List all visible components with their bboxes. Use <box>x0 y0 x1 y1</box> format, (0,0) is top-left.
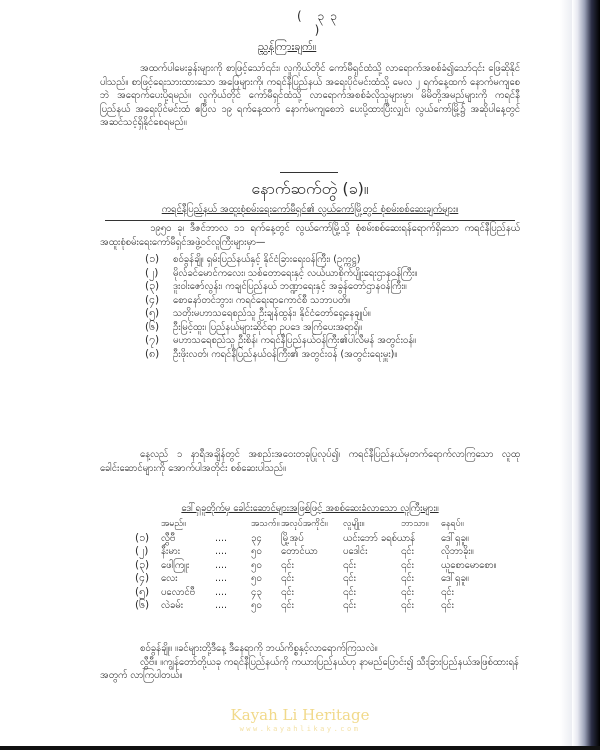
watermark-url: www.kayahlikay.com <box>239 725 361 733</box>
cell-occupation: ၎င်း <box>281 600 294 611</box>
watermark <box>0 706 600 733</box>
cell-occupation: ၎င်း <box>281 559 294 571</box>
cell-residence: ဒေါ်ရှခူ။ <box>441 532 469 544</box>
list-item <box>145 294 515 308</box>
table-row <box>135 532 515 546</box>
list-item <box>145 253 515 267</box>
item-text: သတိုးမဟာသရေစည်သူ ဦးချန်ထွန်း၊ နိုင်ငံတော်ရှေ့နေချုပ်။ <box>173 308 371 319</box>
row-number: (၂) <box>135 545 149 557</box>
cell-leader: .... <box>215 546 228 557</box>
col-header-name: အမည်။ <box>161 519 186 529</box>
book-spine-edge <box>572 0 600 750</box>
cell-religion: ၎င်း <box>401 546 414 557</box>
item-number: (၃) <box>145 280 160 292</box>
item-text: မဟာသရေစည်သူ ဦးစိန်၊ ကရင်နီပြည်နယ်ဝန်ကြီး၏ပါလီမန် အတွင်းဝန်။ <box>173 335 417 346</box>
cell-leader: .... <box>215 559 228 571</box>
cell-occupation: ၎င်း <box>281 586 294 598</box>
item-number: (၂) <box>145 266 159 279</box>
cell-residence: ယူစောမောစော။ <box>441 559 497 571</box>
row-number: (၃) <box>135 558 150 571</box>
cell-race: ယင်းဘော် ခရစ်ယာန် <box>343 532 415 544</box>
page-number: ( ၃၃ ) <box>297 9 343 37</box>
cell-residence: ဒေါ်ရှခူ။ <box>441 573 469 584</box>
cell-age: ၄၃ <box>251 586 262 598</box>
cell-race: ၎င်း <box>343 559 356 571</box>
row-number: (၆) <box>135 599 150 611</box>
list-item <box>145 267 515 281</box>
meeting-subtitle: ကရင်နီပြည်နယ် အထူးစုံစမ်းရေးကော်မီရှင်၏ လွယ်ကော်မြို့တွင် စုံစမ်းစစ်ဆေးချက်များ။ <box>161 204 459 215</box>
cell-name: နီးမား <box>161 546 181 557</box>
item-number: (၅) <box>145 307 160 319</box>
cell-leader: .... <box>215 573 228 584</box>
col-header-religion: ဘာသာ။ <box>401 519 429 529</box>
item-number: (၈) <box>145 347 160 360</box>
speaker: လွှီဗီ။ <box>140 656 158 668</box>
cell-religion: ၎င်း <box>401 600 414 611</box>
cell-religion: ၎င်း <box>401 559 414 571</box>
cell-race: ၎င်း <box>343 600 356 611</box>
utterance: ။ကျွန်တော်တို့ယခု ကရင်နီပြည်နယ်ကို ကယားပြည်နယ်ဟု နာမည်ပြောင်း၍ သီးခြားပြည်နယ်အဖြစ်ထားရန်အတွက် လာကြပါတယ်။ <box>100 656 519 681</box>
meeting-title: နောက်ဆက်တွဲ (ခ)။ <box>251 179 369 198</box>
cell-age: ၅၀ <box>251 559 262 571</box>
cell-leader: .... <box>215 586 228 598</box>
col-header-occupation: အလုပ်အကိုင်။ <box>281 519 328 529</box>
divider-rule <box>280 172 338 173</box>
cell-name: ဖေါကြူး <box>161 559 190 571</box>
item-text: ဒူးဝါးဇော်လွန်း၊ ကချင်ပြည်နယ် ဘဏ္ဍာရေးနှင့် အခွန်တော်ဌာနဝန်ကြီး။ <box>173 281 407 292</box>
table-row <box>135 545 515 559</box>
witness-table <box>135 518 515 613</box>
table-row <box>135 572 515 586</box>
cell-residence: ၎င်း <box>441 600 454 611</box>
item-text: ဦးဖိုးလတ်၊ ကရင်နီပြည်နယ်ဝန်ကြီး၏ အတွင်းဝန် (အတွင်းရေးမှူး)။ <box>173 348 398 360</box>
cell-race: ၎င်း <box>343 586 356 598</box>
cell-age: ၅၀ <box>251 546 262 557</box>
cell-occupation: မြို့အုပ် <box>281 532 304 544</box>
dialogue-line <box>100 656 520 683</box>
col-header-age: အသက်။ <box>251 519 280 529</box>
subtitle-underline <box>105 220 515 221</box>
cell-occupation: ၎င်း <box>281 573 294 584</box>
table-header-row <box>135 518 515 532</box>
col-header-race: လူမျိုး။ <box>343 519 365 529</box>
cell-religion: ၎င်း <box>401 586 414 598</box>
cell-religion <box>401 532 441 546</box>
list-item <box>145 280 515 294</box>
cell-age: ၅၀ <box>251 600 262 611</box>
cell-name: လဲခမ်း <box>161 600 184 611</box>
intro-paragraph: အထက်ပါမေးခွန်းများကို စာဖြင့်သော်၎င်း၊ လူကိုယ်တိုင် ကော်မီရှင်ထံသို့ လာရောက်အစစ်ခံ၍သော်၎င်း ဖြေဆိုနိုင်ပါသည်။ စာဖြင့်ရေးသားထားသော အဖြေများကို၊ ကရင်နီပြည်နယ် အရေးပိုင်မင်းထံသို့ မေလ ၂ ရက်နေ့ထက် နောက်မကျစေဘဲ အရောက်ပေးပို့ရမည်။ လူကိုယ်တိုင် ကော်မီရှင်ထံသို့ လာရောက်အစစ်ခံလိုသူများမှာ၊ မိမိတို့အမည်များကို ကရင်နီပြည်နယ် အရေးပိုင်မင်းထံ ဧပြီလ ၁၉ ရက်နေ့ထက် နောက်မကျစေဘဲ ပေးပို့ထားပြီးလျှင်၊ လွယ်ကော်မြို့၌ အဆိုပါနေ့တွင် အဆင်သင့်ရှိနိုင်စေရမည်။ <box>100 63 520 128</box>
members-list <box>145 253 515 361</box>
item-number: (၇) <box>145 334 160 346</box>
cell-leader: .... <box>215 532 228 544</box>
cell-name: လွှီဗီ <box>161 532 176 544</box>
watermark-title: Kayah Li Heritage <box>230 706 370 724</box>
cell-race: ပဒေါင်း <box>343 546 368 557</box>
table-row <box>135 586 515 600</box>
list-item <box>145 307 515 321</box>
table-row <box>135 559 515 573</box>
item-number: (၄) <box>145 293 160 306</box>
row-number: (၄) <box>135 572 150 584</box>
item-text: စောနော်တင်ဘွား၊ ကရင်ရေးရာကောင်စီ သဘာပတိ။ <box>173 294 351 306</box>
list-item <box>145 348 515 362</box>
dialogue <box>100 642 520 683</box>
row-number: (၅) <box>135 585 150 598</box>
dialogue-line <box>100 642 520 656</box>
page-bottom-edge <box>0 746 600 750</box>
page-gutter-shadow <box>560 0 572 750</box>
cell-race: ၎င်း <box>343 573 356 584</box>
item-text: ဦးမြင့်ထူး၊ ပြည်နယ်များဆိုင်ရာ ဥပဒေ အကြံပေးအရာရှိ။ <box>173 321 362 333</box>
cell-name: လေး <box>161 573 178 584</box>
list-item <box>145 321 515 335</box>
row-number: (၁) <box>135 531 150 544</box>
col-header-residence: နေရပ်။ <box>441 519 464 529</box>
cell-residence: လိုဘာခိုး။ <box>441 546 474 557</box>
meeting-intro: ၁၉၅၀ ခု၊ ဒီဇင်ဘာလ ၁၁ ရက်နေ့တွင် လွယ်ကော်မြို့သို့ စုံစမ်းစစ်ဆေးရန်ရောက်ရှိသော ကရင်နီပြည်နယ် အထူးစုံစမ်းရေးကော်မီရှင်အဖွဲ့ဝင်လူကြီးများမှာ— <box>100 223 520 248</box>
speaker: စဝ်ခွန်ချို။ <box>140 643 173 654</box>
cell-name: ပလောင်ဗီ <box>161 586 196 598</box>
section-heading: ညွှန်ကြားချက်။ <box>258 40 317 53</box>
table-heading: ဒေါ်ရှခူတိုက်မှ ခေါင်းဆောင်များအဖြစ်ဖြင့် အစစ်ဆေးခံလာသော လူကြီးများ။ <box>181 503 439 514</box>
item-text: မိုလ်ခင်မောင်ကလေး၊ သစ်တောရေးနှင့် လယ်ယာစိုက်ပျိုးရေးဌာနဝန်ကြီး။ <box>173 267 418 279</box>
item-text: စဝ်ခွန်ချို၊ ရှမ်းပြည်နယ်နှင့် နိုင်ငံခြားရေးဝန်ကြီး၊ (ဥက္ကဋ္ဌ) <box>173 254 361 265</box>
item-number: (၁) <box>145 253 160 265</box>
list-item <box>145 334 515 348</box>
cell-age: ၃၄ <box>251 532 262 544</box>
cell-religion: ၎င်း <box>401 573 414 584</box>
utterance: ။ခင်များတို့ဒီနေ့ ဒီနေရာကို ဘယ်ကိစ္စနှင့်လာရောက်ကြသလဲ။ <box>175 643 378 654</box>
cell-age: ၅၀ <box>251 573 262 584</box>
item-number: (၆) <box>145 320 160 333</box>
session-paragraph: နေ့လည် ၁ နာရီအချိန်တွင် အစည်းအဝေးတခုပြုလုပ်၍၊ ကရင်နီပြည်နယ်မှတက်ရောက်လာကြသော လူထုခေါင်းဆောင်များကို အောက်ပါအတိုင်း စစ်ဆေးပါသည်။ <box>100 449 520 474</box>
cell-occupation: တောင်ယာ <box>281 546 318 557</box>
table-row <box>135 599 515 613</box>
cell-residence: ၎င်း <box>441 586 454 598</box>
cell-leader: .... <box>215 600 228 611</box>
